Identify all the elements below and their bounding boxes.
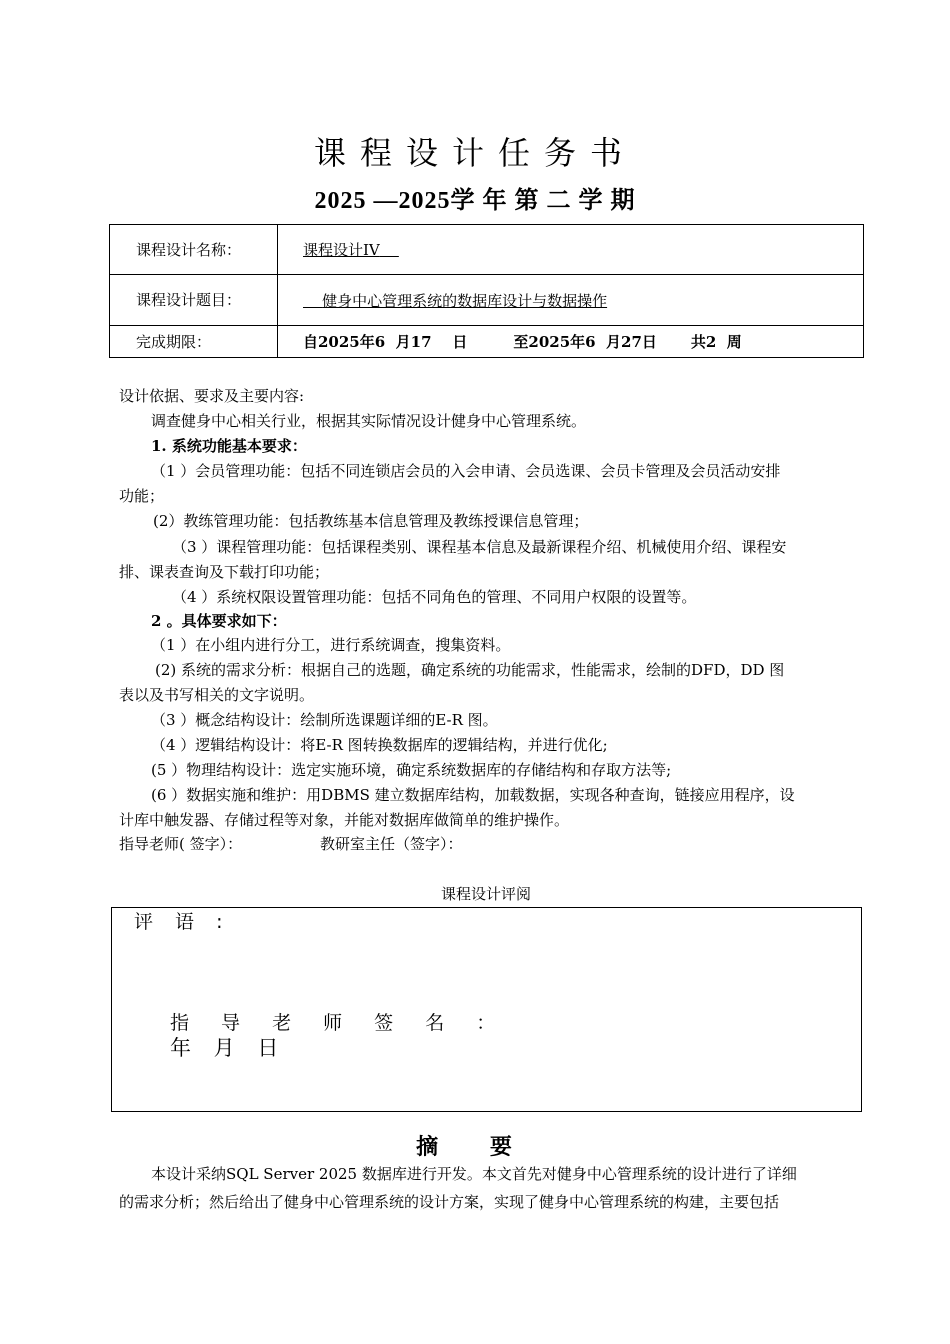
s2-item2-line1: (2) 系统的需求分析：根据自己的选题，确定系统的功能需求，性能需求，绘制的DFD，DD 图 [155, 661, 785, 679]
comment-label: 评 语 : [134, 911, 231, 933]
review-date-label: 年 月 日 [170, 1036, 287, 1060]
course-name-text: 课程设计IV [303, 241, 380, 259]
deadline-weeks: 共2 周 [690, 333, 742, 351]
content-intro: 调查健身中心相关行业，根据其实际情况设计健身中心管理系统。 [151, 412, 587, 430]
document-title: 课程设计任务书 [313, 134, 636, 172]
course-topic-text: 健身中心管理系统的数据库设计与数据操作 [322, 291, 608, 310]
course-name-label: 课程设计名称： [110, 225, 278, 275]
course-topic-label: 课程设计题目： [110, 275, 278, 326]
table-row [110, 326, 864, 358]
deadline-label: 完成期限： [110, 326, 278, 358]
advisor-sign-label: 指 导 老 师 签 名 ： [170, 1012, 509, 1034]
s1-item1-line2: 功能； [119, 487, 165, 505]
s2-item2-line2: 表以及书写相关的文字说明。 [119, 686, 315, 704]
table-row [110, 275, 864, 326]
s1-item4: （4 ）系统权限设置管理功能：包括不同角色的管理、不同用户权限的设置等。 [172, 588, 697, 606]
content-heading: 设计依据、要求及主要内容: [119, 387, 305, 405]
deadline-from: 自2025年6 月17 日 [303, 333, 468, 351]
deadline-to: 至2025年6 月27日 [513, 333, 657, 351]
s2-item5: (5 ）物理结构设计：选定实施环境，确定系统数据库的存储结构和存取方法等; [151, 761, 672, 779]
review-caption: 课程设计评阅 [440, 885, 531, 903]
s1-item3-line1: （3 ）课程管理功能：包括课程类别、课程基本信息及最新课程介绍、机械使用介绍、课程安 [172, 538, 787, 556]
table-row [110, 225, 864, 275]
s2-item6-line2: 计库中触发器、存储过程等对象，并能对数据库做简单的维护操作。 [119, 811, 570, 829]
s2-item3: （3 ）概念结构设计：绘制所选课题详细的E-R 图。 [151, 711, 498, 729]
course-info-table [109, 224, 864, 358]
abstract-title: 摘 要 [416, 1135, 534, 1160]
s2-item1: （1 ）在小组内进行分工，进行系统调查，搜集资料。 [151, 636, 511, 654]
s1-item1-line1: （1 ）会员管理功能：包括不同连锁店会员的入会申请、会员选课、会员卡管理及会员活动安排 [151, 462, 781, 480]
s2-item4: （4 ）逻辑结构设计：将E-R 图转换数据库的逻辑结构，并进行优化; [151, 736, 608, 754]
s1-item3-line2: 排、课表查询及下载打印功能； [119, 563, 330, 581]
deadline-value [278, 326, 864, 358]
advisor-signature-label: 指导老师( 签字）： [119, 835, 243, 853]
s2-item6-line1: (6 ）数据实施和维护：用DBMS 建立数据库结构，加载数据，实现各种查询，链接应用程序，设 [151, 786, 795, 804]
s1-item2: (2）教练管理功能：包括教练基本信息管理及教练授课信息管理； [153, 512, 589, 530]
course-name-value [278, 225, 864, 275]
abstract-line1: 本设计采纳SQL Server 2025 数据库进行开发。本文首先对健身中心管理系统的设计进行了详细 [151, 1165, 797, 1183]
director-signature-label: 教研室主任（签字）： [320, 835, 463, 853]
semester-subtitle: 2025 —2025学 年 第 二 学 期 [314, 188, 636, 214]
course-topic-value [278, 275, 864, 326]
abstract-line2: 的需求分析；然后给出了健身中心管理系统的设计方案，实现了健身中心管理系统的构建，主要包括 [119, 1193, 780, 1211]
section1-title: 1. 系统功能基本要求： [151, 437, 307, 455]
section2-title: 2 。具体要求如下： [151, 612, 287, 630]
